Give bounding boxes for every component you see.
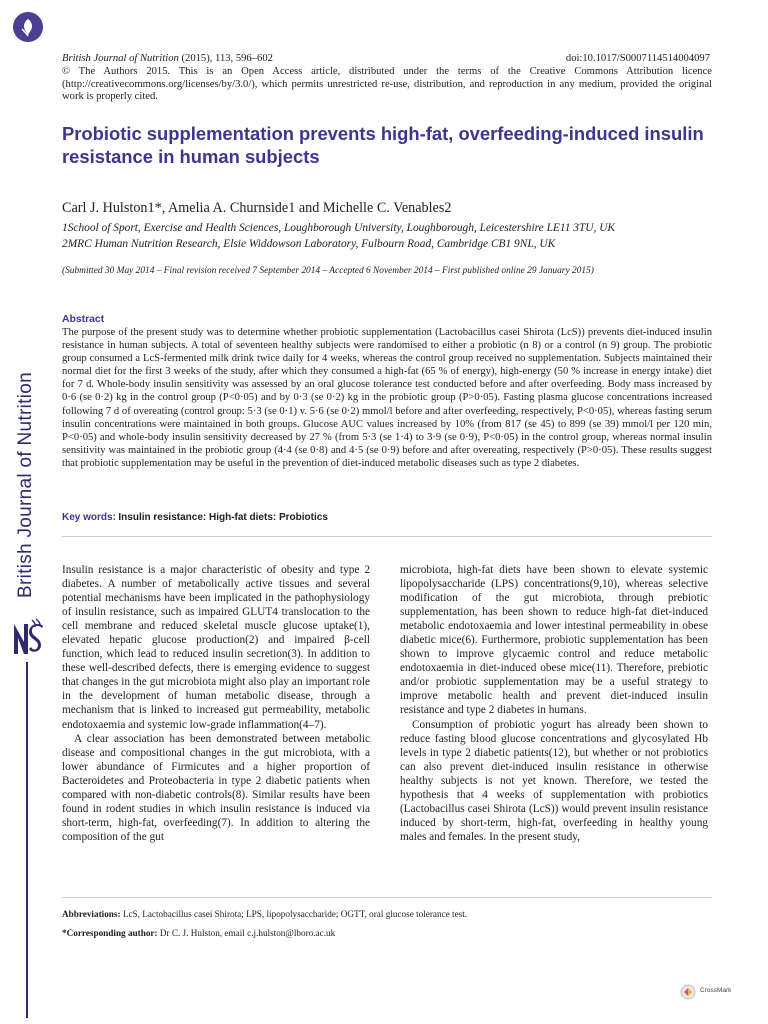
keywords: [62, 512, 328, 523]
paragraph: Insulin resistance is a major characteristic of obesity and type 2 diabetes. A number of metabolically active tissues and several potential mechanisms have been implicated in the pathophysiology of insulin resistance, such as impaired GLUT4 translocation to the cell membrane and reduced skeletal muscle glucose uptake(1), elevated hepatic glucose production(2) and impaired β-cell function, which lead to reduced insulin secretion(3). In addition to these well-described defects, there is emerging evidence to suggest that changes in the gut microbiota might also play an important role in the development of human metabolic disease, through a mechanism that is linked to increased gut permeability, metabolic endotoxaemia and systemic low-grade inflammation(4–7).: [62, 564, 370, 731]
sidebar-rule: [26, 662, 28, 1018]
article-title: Probiotic supplementation prevents high-fat, overfeeding-induced insulin resistance in human subjects: [62, 123, 704, 167]
keywords-label: Key words:: [62, 512, 116, 523]
sidebar-journal-name: British Journal of Nutrition: [15, 372, 36, 598]
doi-link[interactable]: doi:10.1017/S0007114514004097: [565, 53, 710, 64]
section-divider: [62, 536, 712, 537]
body-column-left: [62, 563, 370, 844]
abbreviations-note: Abbreviations: LcS, Lactobacillus casei Shirota; LPS, lipopolysaccharide; OGTT, oral glucose tolerance test.: [62, 909, 468, 919]
affiliation-1: 1School of Sport, Exercise and Health Sciences, Loughborough University, Loughborough, Leicestershire LE11 3TU, UK: [62, 222, 616, 234]
keywords-values: Insulin resistance: High-fat diets: Probiotics: [118, 512, 328, 523]
corresponding-author-note: *Corresponding author: Dr C. J. Hulston, email c.j.hulston@lboro.ac.uk: [62, 928, 336, 938]
ns-logo-icon: [10, 618, 46, 658]
crossmark-icon: [680, 984, 696, 1000]
crossmark-button[interactable]: CrossMark: [680, 984, 740, 1000]
license-statement: © The Authors 2015. This is an Open Access article, distributed under the terms of the Creative Commons Attribution licence (http://creativecommons.org/licenses/by/3.0/), which permits unrestricted re-use, distribution, and reproduction in any medium, provided the original work is properly cited.: [62, 66, 712, 102]
journal-citation: British Journal of Nutrition (2015), 113, 596–602: [62, 53, 273, 64]
abstract-heading: Abstract: [62, 314, 105, 325]
access-logo-icon: [13, 12, 43, 42]
abstract-text: The purpose of the present study was to determine whether probiotic supplementation (Lactobacillus casei Shirota (LcS)) prevents diet-induced insulin resistance in human subjects. A total of seventeen healthy subjects were randomised to either a probiotic (n 8) or a control (n 9) group. The probiotic group consumed a LcS-fermented milk drink twice daily for 4 weeks, whereas the control group received no supplementation. Subjects maintained their normal diet for the first 3 weeks of the study, after which they consumed a high-fat (65 % of energy), high-energy (50 % increase in energy intake) diet for 7 d. Whole-body insulin sensitivity was assessed by an oral glucose tolerance test conducted before and after overfeeding. Body mass increased by 0·6 (se 0·2) kg in the control group (P<0·05) and by 0·3 (se 0·2) kg in the probiotic group (P>0·05). Fasting plasma glucose concentrations increased following 7 d of overeating (control group: 5·3 (se 0·1) v. 5·6 (se 0·2) mmol/l before and after overfeeding, respectively, P<0·05), whereas fasting serum insulin concentrations were maintained in both groups. Glucose AUC values increased by 10% (from 817 (se 45) to 899 (se 39) mmol/l per 120 min, P<0·05) and whole-body insulin sensitivity decreased by 27 % (from 5·3 (se 1·4) to 3·9 (se 0·9), P<0·05) in the control group, whereas normal insulin sensitivity was maintained in the probiotic group (4·4 (se 0·8) and 4·5 (se 0·9) before and after overeating, respectively (P>0·05). These results suggest that probiotic supplementation may be useful in the prevention of diet-induced metabolic diseases such as type 2 diabetes.: [62, 327, 712, 469]
paragraph: Consumption of probiotic yogurt has already been shown to reduce fasting blood glucose concentrations and glycosylated Hb levels in type 2 diabetic patients(12), but whether or not probiotics can also prevent diet-induced insulin resistance in otherwise healthy subjects is not yet known. Therefore, we tested the hypothesis that 4 weeks of supplementation with probiotics (Lactobacillus casei Shirota (LcS)) would prevent insulin resistance induced by short-term, high-fat, overfeeding in healthy young males and females. In the present study,: [400, 718, 708, 843]
paragraph: microbiota, high-fat diets have been shown to elevate systemic lipopolysaccharide (LPS) concentrations(9,10), whereas selective modification of the gut microbiota, through prebiotic supplementation, has been shown to reduce high-fat diet-induced metabolic endotoxaemia and lower intestinal permeability in obese diabetic mice(6). Furthermore, probiotic supplementation has been shown to improve glycaemic control and reduce metabolic endotoxaemia in diet-induced obese mice(11). Therefore, prebiotic and/or probiotic supplementation may be a useful strategy to improve metabolic health and prevent diet-induced insulin resistance and type 2 diabetes in humans.: [400, 564, 708, 717]
submission-history: (Submitted 30 May 2014 – Final revision received 7 September 2014 – Accepted 6 November 2014 – First published online 29 January 2015): [62, 266, 594, 276]
affiliation-2: 2MRC Human Nutrition Research, Elsie Widdowson Laboratory, Fulbourn Road, Cambridge CB1 9NL, UK: [62, 238, 556, 250]
paragraph: A clear association has been demonstrated between metabolic disease and compositional changes in the gut microbiota, with a lower abundance of Firmicutes and a higher proportion of Bacteroidetes and Proteobacteria in type 2 diabetic patients when compared with non-diabetic controls(8). Similar results have been found in rodent studies in which insulin resistance is induced via short-term, high-fat, overfeeding(7). In addition to altering the composition of the gut: [62, 732, 370, 843]
footnote-divider: [62, 897, 712, 898]
body-column-right: [400, 563, 708, 844]
author-list: Carl J. Hulston1*, Amelia A. Churnside1 and Michelle C. Venables2: [62, 200, 452, 216]
